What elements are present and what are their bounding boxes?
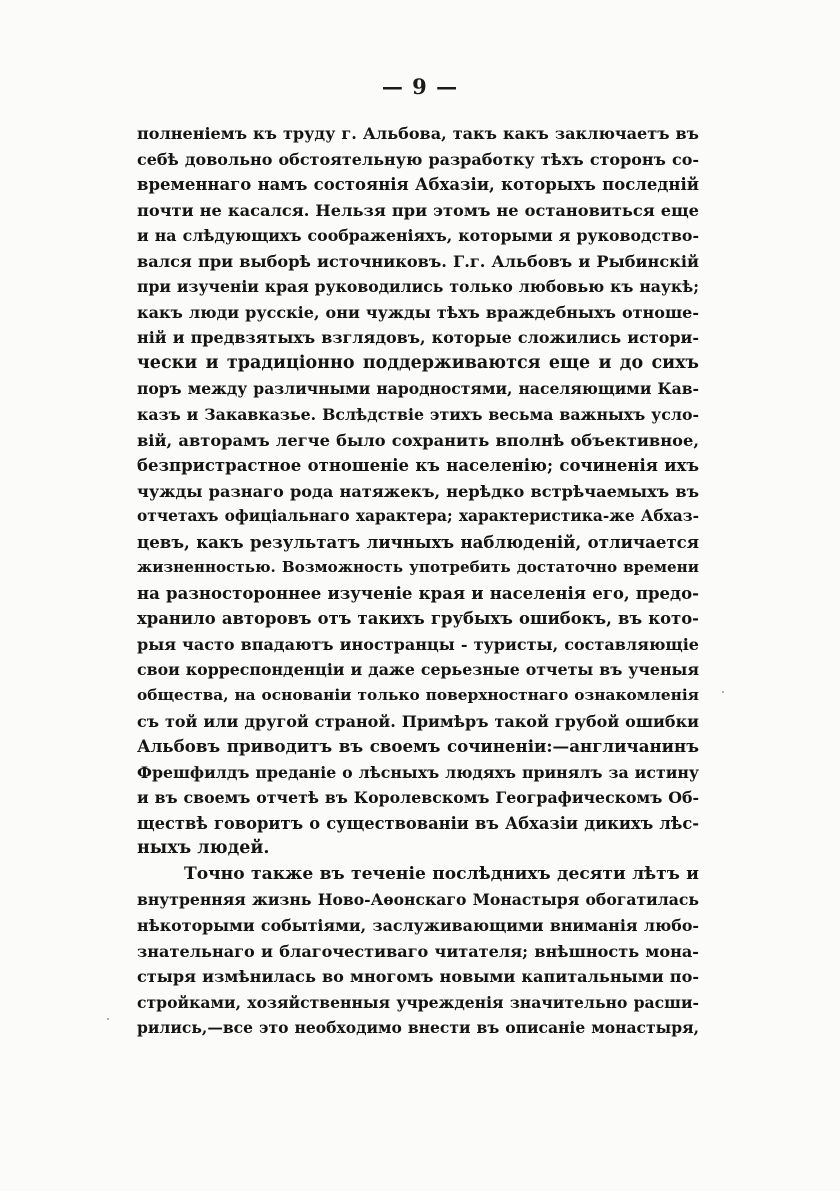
body-text bbox=[137, 121, 699, 1041]
text-line: Точно также въ теченіе послѣднихъ десяти лѣтъ и bbox=[184, 863, 699, 884]
text-line: рыя часто впадаютъ иностранцы - туристы, составляющіе bbox=[137, 634, 699, 654]
text-line: ществѣ говоритъ о существованіи въ Абхазіи дикихъ лѣс- bbox=[137, 813, 699, 833]
text-line: отчетахъ офиціальнаго характера; характеристика-же Абхаз- bbox=[137, 507, 699, 526]
text-line: хранило авторовъ отъ такихъ грубыхъ ошибокъ, въ кото- bbox=[137, 609, 699, 629]
text-line: цевъ, какъ результатъ личныхъ наблюденій, отличается bbox=[137, 531, 699, 552]
text-line: съ той или другой страной. Примѣръ такой грубой ошибки bbox=[137, 711, 699, 731]
text-line: внутренняя жизнь Ново-Аѳонскаго Монастыря обогатилась bbox=[137, 890, 699, 910]
text-line: свои корреспонденціи и даже серьезные отчеты въ ученыя bbox=[137, 660, 699, 680]
text-line: стройками, хозяйственныя учрежденія значительно расши- bbox=[137, 992, 699, 1012]
text-line: поръ между различными народностями, населяющими Кав- bbox=[137, 379, 699, 399]
text-line: полненіемъ къ труду г. Альбова, такъ какъ заключаетъ въ bbox=[137, 124, 699, 143]
page-number: — 9 — bbox=[381, 74, 459, 99]
text-line: ныхъ людей. bbox=[137, 838, 270, 859]
text-line: Альбовъ приводитъ въ своемъ сочиненіи:—англичанинъ bbox=[137, 736, 699, 757]
text-line: жизненностью. Возможность употребить достаточно времени bbox=[137, 558, 699, 577]
text-line: знательнаго и благочестиваго читателя; внѣшность мона- bbox=[137, 941, 699, 961]
text-line: себѣ довольно обстоятельную разработку тѣхъ сторонъ со- bbox=[137, 149, 699, 169]
text-line: нѣкоторыми событіями, заслуживающими вниманія любо- bbox=[137, 915, 699, 935]
text-line: на разностороннее изученіе края и населенія его, предо- bbox=[137, 582, 699, 603]
paragraph-1 bbox=[137, 121, 699, 862]
text-line: ній и предвзятыхъ взглядовъ, которые сложились истори- bbox=[137, 328, 699, 348]
text-line: общества, на основаніи только поверхностнаго ознакомленія bbox=[137, 686, 699, 705]
text-line: Фрешфилдъ преданіе о лѣсныхъ людяхъ принялъ за истину bbox=[137, 762, 699, 782]
paragraph-2 bbox=[137, 862, 699, 1041]
scan-speck bbox=[107, 1018, 109, 1020]
text-line: чески и традиціонно поддерживаются еще и до сихъ bbox=[137, 352, 699, 373]
text-line: временнаго намъ состоянія Абхазіи, которыхъ последній bbox=[137, 175, 699, 195]
text-line: какъ люди русскіе, они чужды тѣхъ враждебныхъ отноше- bbox=[137, 302, 699, 322]
text-line: и въ своемъ отчетѣ въ Королевскомъ Географическомъ Об- bbox=[137, 788, 699, 808]
text-line: казъ и Закавказье. Вслѣдствіе этихъ весьма важныхъ усло- bbox=[137, 405, 699, 425]
text-line: вался при выборѣ источниковъ. Г.г. Альбовъ и Рыбинскій bbox=[137, 251, 699, 271]
text-line: при изученіи края руководились только любовью къ наукѣ; bbox=[137, 277, 699, 297]
text-line: стыря измѣнилась во многомъ новыми капитальными по- bbox=[137, 967, 699, 987]
text-line: безпристрастное отношеніе къ населенію; сочиненія ихъ bbox=[137, 456, 699, 476]
text-line: почти не касался. Нельзя при этомъ не остановиться еще bbox=[137, 200, 699, 220]
scan-speck bbox=[722, 691, 724, 693]
text-line: и на слѣдующихъ соображеніяхъ, которыми я руководство- bbox=[137, 226, 699, 246]
text-line: вій, авторамъ легче было сохранить вполнѣ объективное, bbox=[137, 430, 699, 450]
text-line: рились,—все это необходимо внести въ описаніе монастыря, bbox=[137, 1018, 699, 1038]
text-line: чужды разнаго рода натяжекъ, нерѣдко встрѣчаемыхъ въ bbox=[137, 481, 699, 501]
